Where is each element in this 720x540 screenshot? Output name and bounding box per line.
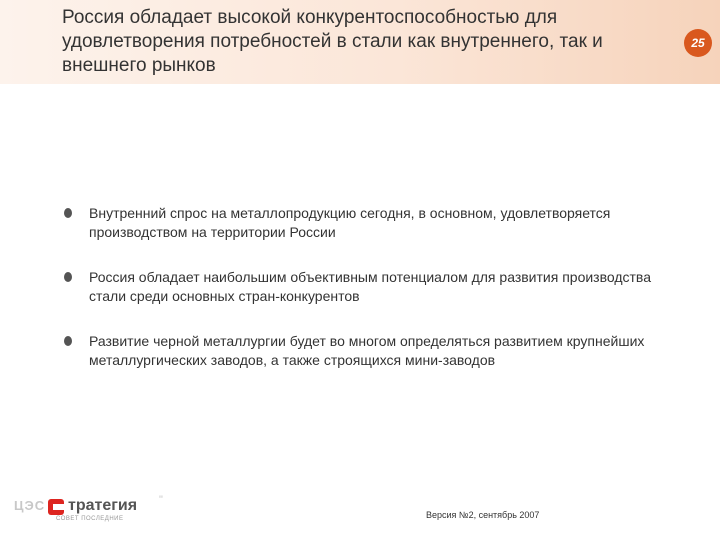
bullet-list — [64, 204, 684, 370]
logo-mark-icon — [48, 499, 64, 515]
bullet-dot-icon — [64, 272, 72, 282]
bullet-dot-icon — [64, 336, 72, 346]
bullet-text: Внутренний спрос на металлопродукцию сегодня, в основном, удовлетворяется производством на территории России — [89, 205, 611, 240]
page-number-badge: 25 — [684, 29, 712, 57]
bullet-text: Россия обладает наибольшим объективным потенциалом для развития производства стали среди основных стран-конкурентов — [89, 269, 651, 304]
logo-prefix: ЦЭС — [14, 498, 46, 513]
logo-quote: " — [159, 494, 163, 506]
bullet-text: Развитие черной металлургии будет во многом определяться развитием крупнейших металлургических заводов, а также строящихся мини-заводов — [89, 333, 645, 368]
logo-text: тратегия — [68, 497, 138, 514]
list-item — [64, 268, 684, 306]
version-label: Версия №2, сентябрь 2007 — [426, 510, 540, 520]
logo-tagline: СОВЕТ ПОСЛЕДНИЕ — [56, 516, 124, 522]
slide-title: Россия обладает высокой конкурентоспособностью для удовлетворения потребностей в стали как внутреннего, так и внешнего рынков — [62, 7, 603, 76]
slide-header — [0, 0, 720, 84]
bullet-dot-icon — [64, 208, 72, 218]
company-logo — [8, 496, 178, 526]
list-item — [64, 332, 684, 370]
list-item — [64, 204, 684, 242]
